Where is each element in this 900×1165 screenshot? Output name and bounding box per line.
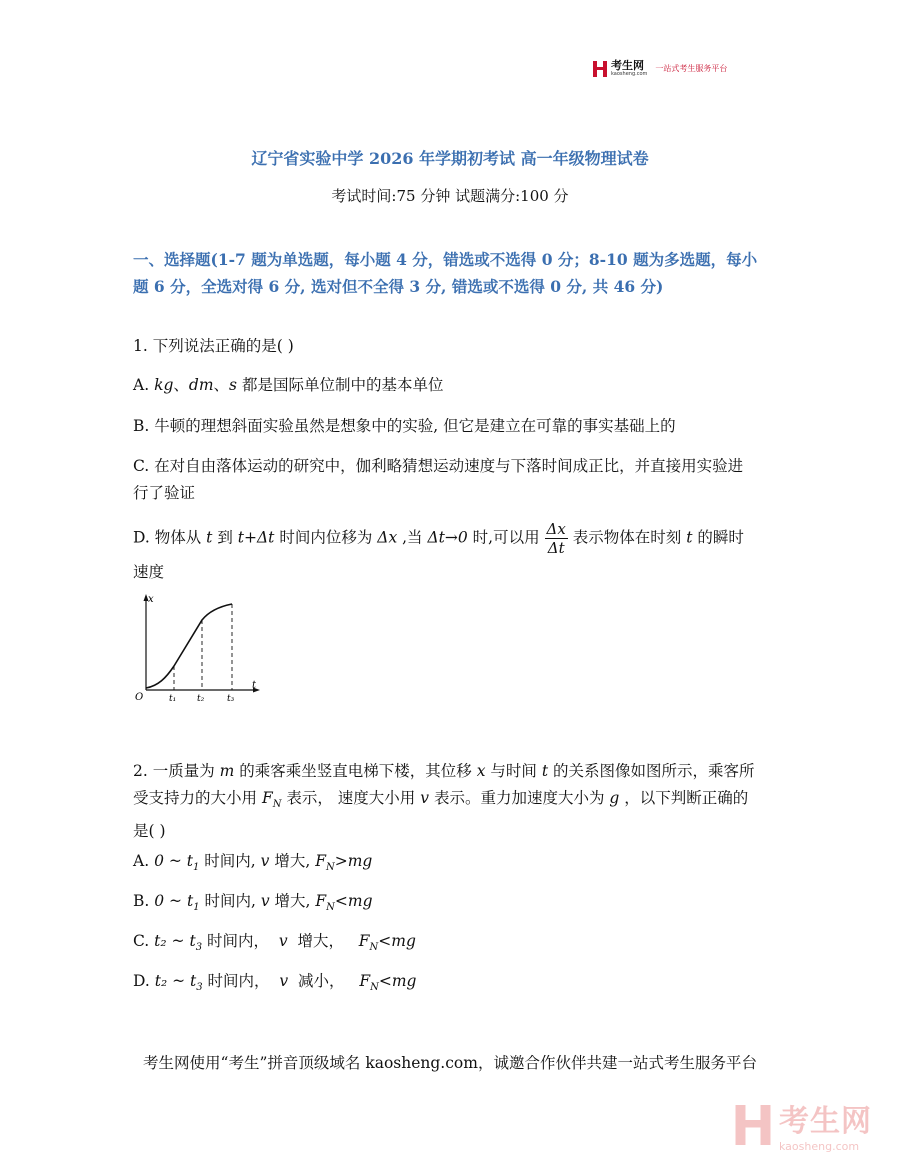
math-m: m xyxy=(219,762,235,780)
q1-option-c: C. 在对自由落体运动的研究中，伽利略猜想运动速度与下落时间成正比，并直接用实验进行了验证 xyxy=(133,457,744,502)
text-segment: 的乘客乘坐竖直电梯下楼，其位移 xyxy=(234,762,477,780)
text-segment: 与时间 xyxy=(485,762,542,780)
text-segment: 减小， xyxy=(288,972,360,990)
math-relation: <mg xyxy=(334,892,373,910)
text-segment: 增大, xyxy=(269,892,316,910)
text-segment: 时间内, xyxy=(199,892,261,910)
separator: 、 xyxy=(173,376,189,394)
option-label: D. xyxy=(133,972,155,990)
text-segment: 的关系图像如图所示，乘客所受支持力的大小用 xyxy=(133,762,755,807)
math-fn-sub: N xyxy=(370,982,379,994)
q1-option-a xyxy=(133,372,758,399)
math-fn-sub: N xyxy=(325,862,335,874)
displacement-time-graph xyxy=(128,592,268,704)
math-range: 0 ~ t xyxy=(154,852,193,870)
math-fn: F xyxy=(315,852,326,870)
x-axis-label: t xyxy=(252,680,257,691)
math-fn-sub: N xyxy=(369,942,379,954)
logo-url: kaosheng.com xyxy=(611,71,648,77)
math-range-sub: 1 xyxy=(193,862,200,874)
math-v: v xyxy=(279,972,289,990)
text-segment: 增大, xyxy=(269,852,316,870)
text-segment: 表示。重力加速度大小为 xyxy=(429,789,610,807)
math-t: t xyxy=(686,528,693,547)
math-range: 0 ~ t xyxy=(154,892,194,910)
q2-option-d xyxy=(133,968,758,1001)
math-fn-sub: N xyxy=(272,799,282,811)
t3-label: t₃ xyxy=(227,694,235,704)
y-axis-label: x xyxy=(148,594,154,605)
q2-option-a xyxy=(133,848,758,881)
unit-kg: kg xyxy=(154,376,174,394)
text-segment: 时间内， xyxy=(202,932,279,950)
brand-logo xyxy=(593,60,727,77)
math-relation: >mg xyxy=(334,852,373,870)
q1-stem: 1. 下列说法正确的是( ) xyxy=(133,337,294,355)
watermark-url: kaosheng.com xyxy=(779,1140,860,1153)
text-segment: D. 物体从 xyxy=(133,528,207,547)
option-label: B. xyxy=(133,892,155,910)
fraction-dx-dt xyxy=(545,520,568,557)
math-t: t xyxy=(541,762,549,780)
t1-label: t₁ xyxy=(169,694,177,704)
math-fn-sub: N xyxy=(326,902,335,914)
option-label: A. xyxy=(133,852,155,870)
math-relation: <mg xyxy=(378,972,417,990)
math-v: v xyxy=(278,932,288,950)
math-range: t₂ ~ t xyxy=(154,972,197,990)
fraction-numerator: Δx xyxy=(546,520,566,538)
math-g: g xyxy=(609,789,620,807)
text-segment: 表示， 速度大小用 xyxy=(281,789,421,807)
math-t-plus-dt: t+Δt xyxy=(237,528,275,547)
text-segment: 增大， xyxy=(287,932,359,950)
watermark-text: 考生网 xyxy=(779,1104,872,1139)
exam-info: 考试时间:75 分钟 试题满分:100 分 xyxy=(331,187,569,205)
math-range-sub: 1 xyxy=(193,902,200,914)
math-x: x xyxy=(476,762,486,780)
text-segment: ，以下判断正确的是( ) xyxy=(133,789,749,841)
text-segment: 时间内, xyxy=(199,852,261,870)
math-fn: F xyxy=(261,789,273,807)
logo-mark-icon xyxy=(593,61,607,77)
q1-option-b: B. 牛顿的理想斜面实验虽然是想象中的实验, 但它是建立在可靠的事实基础上的 xyxy=(133,417,676,435)
math-relation: <mg xyxy=(378,932,416,950)
math-fn: F xyxy=(358,932,370,950)
page-title: 辽宁省实验中学 2026 年学期初考试 高一年级物理试卷 xyxy=(251,149,649,168)
text-segment: 的瞬时速度 xyxy=(133,528,744,581)
math-fn: F xyxy=(315,892,327,910)
option-text: 都是国际单位制中的基本单位 xyxy=(237,376,444,394)
text-segment: ,当 xyxy=(397,528,428,547)
logo-name: 考生网 xyxy=(611,59,644,72)
math-range-sub: 3 xyxy=(195,942,203,954)
option-label: A. xyxy=(133,376,155,394)
logo-slogan: 一站式考生服务平台 xyxy=(655,64,728,73)
footer-text: 考生网使用“考生”拼音顶级域名 kaosheng.com，诚邀合作伙伴共建一站式考生服务平台 xyxy=(143,1054,757,1072)
t2-label: t₂ xyxy=(197,694,205,704)
section-heading: 一、选择题(1-7 题为单选题，每小题 4 分，错选或不选得 0 分；8-10 题为多选题，每小题 6 分，全选对得 6 分, 选对但不全得 3 分, 错选或不选得 0 分, 共 46 分) xyxy=(133,250,758,296)
math-limit: Δt→0 xyxy=(427,528,468,547)
q2-option-c xyxy=(133,928,758,961)
q1-option-d xyxy=(133,520,758,587)
text-segment: 时间内， xyxy=(202,972,280,990)
fraction-denominator: Δt xyxy=(547,539,565,557)
text-segment: 到 xyxy=(212,528,238,547)
math-v: v xyxy=(420,789,430,807)
watermark xyxy=(735,1096,872,1153)
math-v: v xyxy=(260,852,270,870)
math-range-sub: 3 xyxy=(196,982,203,994)
x-t-curve xyxy=(146,604,232,688)
text-segment: 表示物体在时刻 xyxy=(567,528,687,547)
text-segment: 时,可以用 xyxy=(467,528,545,547)
unit-s: s xyxy=(229,376,238,394)
q2-option-b xyxy=(133,888,758,921)
unit-dm: dm xyxy=(188,376,214,394)
text-segment: 时间内位移为 xyxy=(274,528,378,547)
separator: 、 xyxy=(213,376,230,394)
origin-label: O xyxy=(135,692,144,703)
q2-stem xyxy=(133,758,758,845)
math-t: t xyxy=(206,528,213,547)
math-dx: Δx xyxy=(377,528,398,547)
text-segment: 2. 一质量为 xyxy=(133,762,220,780)
watermark-logo-icon xyxy=(735,1105,771,1145)
math-v: v xyxy=(260,892,270,910)
math-fn: F xyxy=(359,972,371,990)
math-range: t₂ ~ t xyxy=(154,932,196,950)
option-label: C. xyxy=(133,932,155,950)
